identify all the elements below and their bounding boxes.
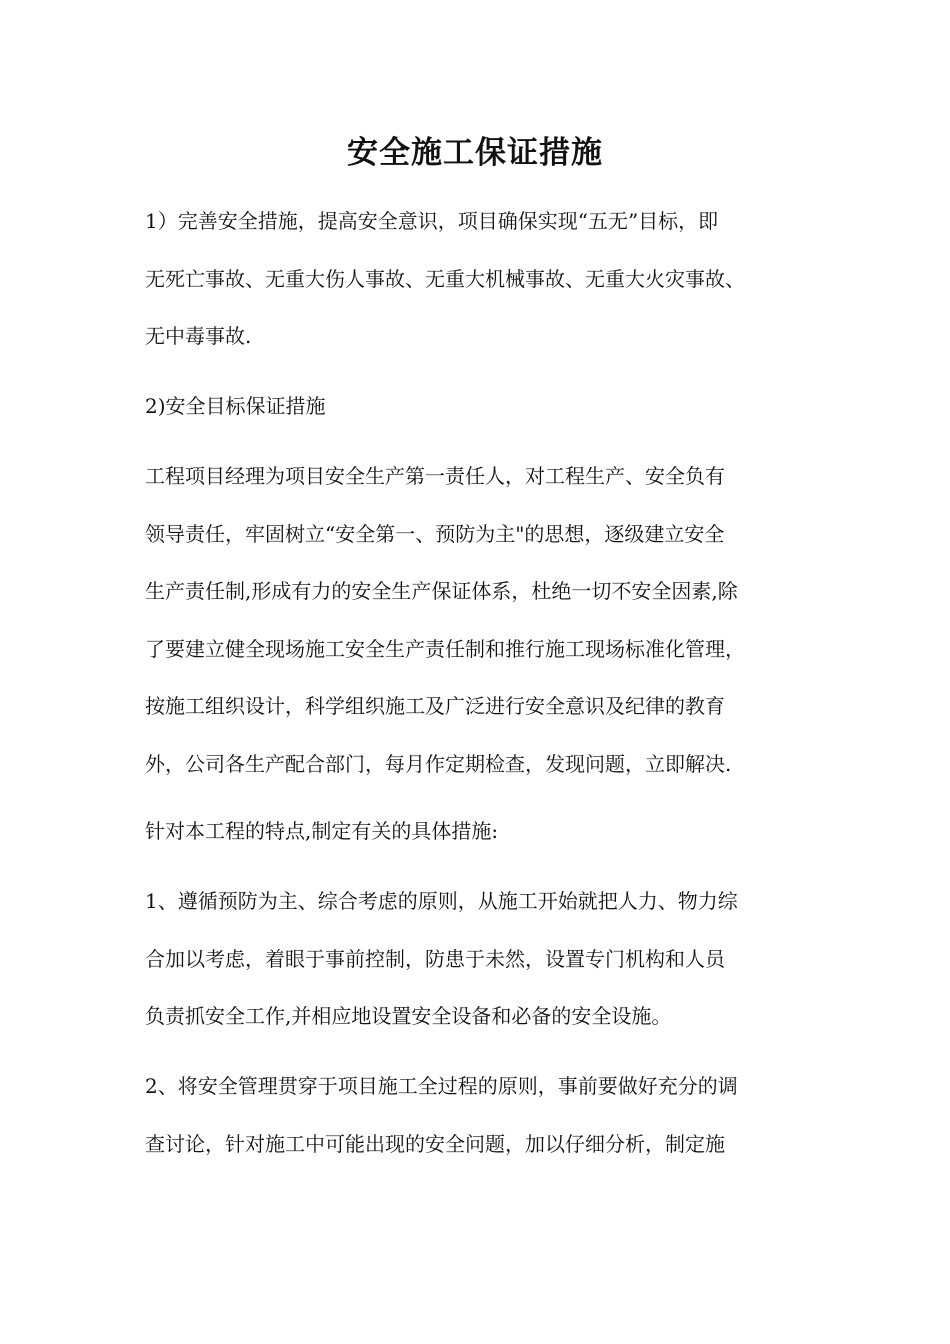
paragraph-5 [145,873,825,1046]
paragraph-line: 1、遵循预防为主、综合考虑的原则，从施工开始就把人力、物力综 [145,889,738,913]
paragraph-line: 无中毒事故. [145,324,252,348]
paragraph-1 [145,193,825,366]
paragraph-line: 工程项目经理为项目安全生产第一责任人，对工程生产、安全负有 [145,464,725,488]
paragraph-line: 了要建立健全现场施工安全生产责任制和推行施工现场标准化管理， [145,636,745,661]
document-title: 安全施工保证措施 [347,135,603,171]
paragraph-line: 负责抓安全工作,并相应地设置安全设备和必备的安全设施。 [145,1004,672,1028]
paragraph-line: 外，公司各生产配合部门，每月作定期检查，发现问题，立即解决. [145,751,732,776]
paragraph-line: 生产责任制,形成有力的安全生产保证体系，杜绝一切不安全因素,除 [145,579,738,603]
paragraph-3 [145,448,825,793]
paragraph-line: 领导责任，牢固树立“安全第一、预防为主"的思想，逐级建立安全 [145,521,725,546]
paragraph-line: 合加以考虑，着眼于事前控制，防患于未然，设置专门机构和人员 [145,946,725,971]
paragraph-4 [145,803,825,861]
paragraph-2 [145,378,825,436]
paragraph-line: 1）完善安全措施，提高安全意识，项目确保实现“五无”目标，即 [145,209,719,233]
paragraph-line: 2、将安全管理贯穿于项目施工全过程的原则，事前要做好充分的调 [145,1074,738,1098]
paragraph-line: 2)安全目标保证措施 [145,394,326,418]
paragraph-line: 无死亡事故、无重大伤人事故、无重大机械事故、无重大火灾事故、 [145,266,745,291]
paragraph-line: 查讨论，针对施工中可能出现的安全问题，加以仔细分析，制定施 [145,1131,725,1156]
paragraph-line: 按施工组织设计，科学组织施工及广泛进行安全意识及纪律的教育 [145,694,725,718]
paragraph-6 [145,1058,825,1173]
paragraph-line: 针对本工程的特点,制定有关的具体措施: [145,819,499,843]
